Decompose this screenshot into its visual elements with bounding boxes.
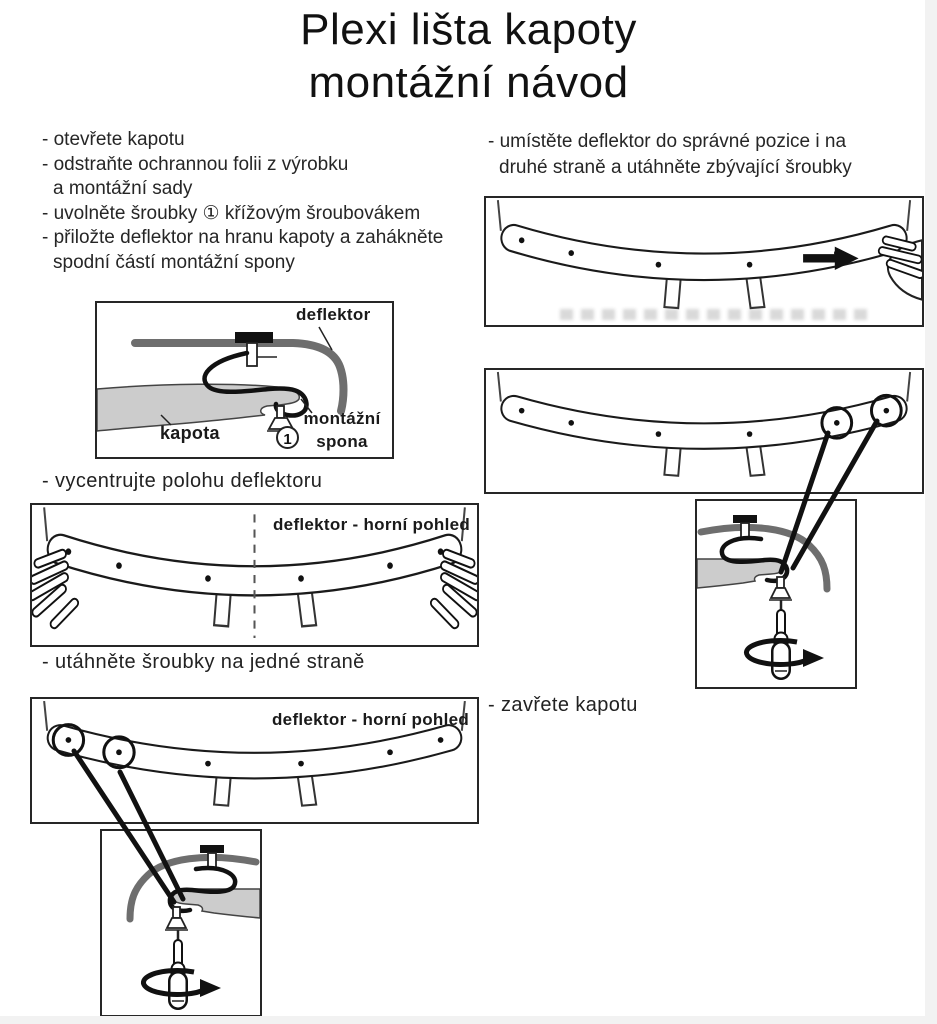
step-line: - odstraňte ochrannou folii z výrobku	[42, 153, 349, 175]
label-montazni-spona: montážní spona	[303, 409, 381, 451]
label-kapota: kapota	[160, 423, 220, 443]
position-svg	[486, 198, 922, 325]
screwdriver-inset-right-svg	[697, 501, 855, 687]
screwdriver-inset-right	[695, 499, 857, 689]
step-line: - umístěte deflektor do správné pozice i na	[488, 131, 847, 152]
screwdriver-inset-left-svg	[102, 831, 260, 1015]
tighten-right-svg	[486, 370, 922, 492]
step-line: - otevřete kapotu	[42, 129, 185, 150]
topview-label-b: deflektor - horní pohled	[272, 710, 470, 729]
step-tighten: - utáhněte šroubky na jedné straně	[42, 651, 365, 673]
page-edge-right	[925, 0, 937, 1024]
label-deflektor: deflektor	[296, 305, 371, 324]
step-line: - přiložte deflektor na hranu kapoty a zahákněte	[42, 227, 444, 248]
right-steps	[488, 129, 852, 180]
page-edge-bottom	[0, 1016, 937, 1024]
right-hand-icon	[435, 554, 477, 624]
step-center: - vycentrujte polohu deflektoru	[42, 470, 323, 492]
step-line: a montážní sady	[53, 178, 193, 199]
step-close: - zavřete kapotu	[488, 694, 638, 716]
step-line: - uvolněte šroubky ① křížovým šroubovákem	[42, 202, 421, 224]
position-diagram	[484, 196, 924, 327]
badge-1: 1	[276, 426, 299, 449]
intro-steps	[42, 128, 443, 275]
step-line: druhé straně a utáhněte zbývající šroubky	[499, 156, 852, 178]
screwdriver-inset-left	[100, 829, 262, 1017]
tighten-right-diagram	[484, 368, 924, 494]
clamp	[235, 332, 273, 343]
pushing-hand-icon	[882, 240, 922, 299]
topview-label-a: deflektor - horní pohled	[273, 515, 471, 534]
page-title-line2: montážní návod	[308, 58, 629, 107]
faint-watermark	[560, 309, 870, 320]
page-title-line1: Plexi lišta kapoty	[300, 5, 637, 54]
left-hand-icon	[32, 554, 74, 624]
step-line: spodní částí montážní spony	[53, 251, 295, 273]
